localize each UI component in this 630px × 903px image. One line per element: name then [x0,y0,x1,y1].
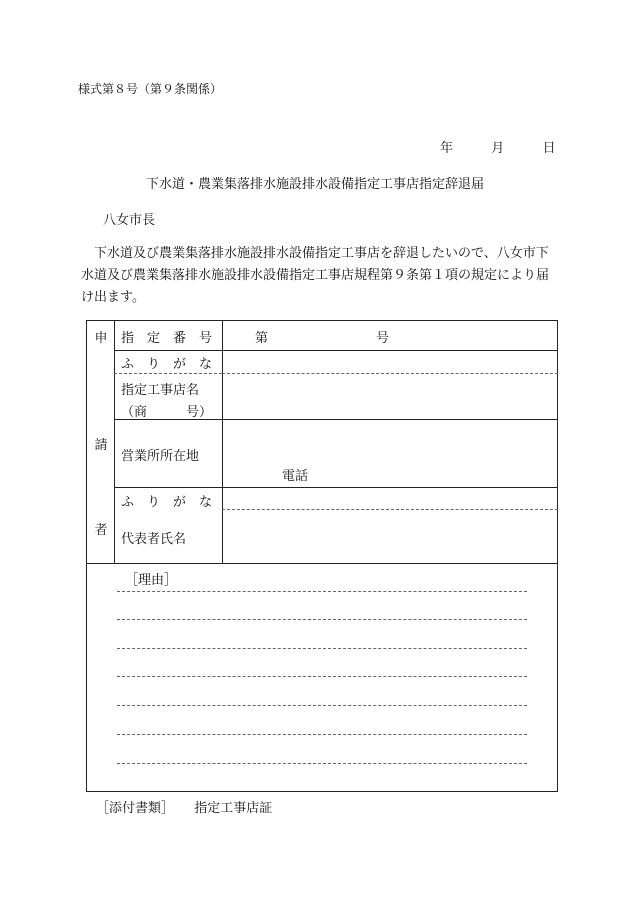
document-title: 下水道・農業集落排水施設排水設備指定工事店指定辞退届 [145,177,484,192]
furigana-divider [222,509,558,510]
designation-number-label: 指 定 番 号 [121,331,213,346]
label-column-divider [222,321,223,563]
reason-line [117,763,527,764]
representative-label: 代表者氏名 [121,532,187,547]
body-text: 下水道及び農業集落排水施設排水設備指定工事店を辞退したいので、八女市下水道及び農業集落排水施設排水設備指定工事店規程第９条第１項の規定により届け出ます。 [81,246,550,305]
date-year-label: 年 [440,141,454,156]
attachment-label: ［添付書類］ [96,801,175,816]
reason-line [117,619,527,620]
phone-label: 電話 [282,469,309,484]
shop-name-label: 指定工事店名 [121,383,200,398]
form-number: 様式第８号（第９条関係） [78,82,223,96]
side-label-applicant-1: 申 [94,331,108,346]
trade-name-label: （商 号） [121,405,213,420]
reason-label: ［理由］ [125,573,178,588]
furigana-divider [222,373,558,374]
furigana-divider-label [114,373,222,374]
row-divider [87,563,558,564]
office-address-label: 営業所所在地 [121,449,200,464]
designation-number-suffix: 号 [376,331,390,346]
date-line [440,137,556,156]
furigana-label-2: ふ り が な [121,495,213,510]
furigana-label: ふ り が な [121,357,213,372]
side-label-applicant-2: 請 [94,438,108,453]
designation-number-prefix: 第 [255,331,269,346]
reason-line [117,705,527,706]
side-label-applicant-3: 者 [94,523,108,538]
row-divider [114,487,558,488]
attachment-line [96,797,272,816]
reason-line [117,676,527,677]
reason-line [117,591,527,592]
application-table [86,320,558,792]
reason-line [117,648,527,649]
addressee: 八女市長 [103,213,156,228]
date-day-label: 日 [542,141,556,156]
attachment-value: 指定工事店証 [194,801,273,816]
reason-line [117,734,527,735]
date-month-label: 月 [491,141,505,156]
row-divider [114,350,558,351]
